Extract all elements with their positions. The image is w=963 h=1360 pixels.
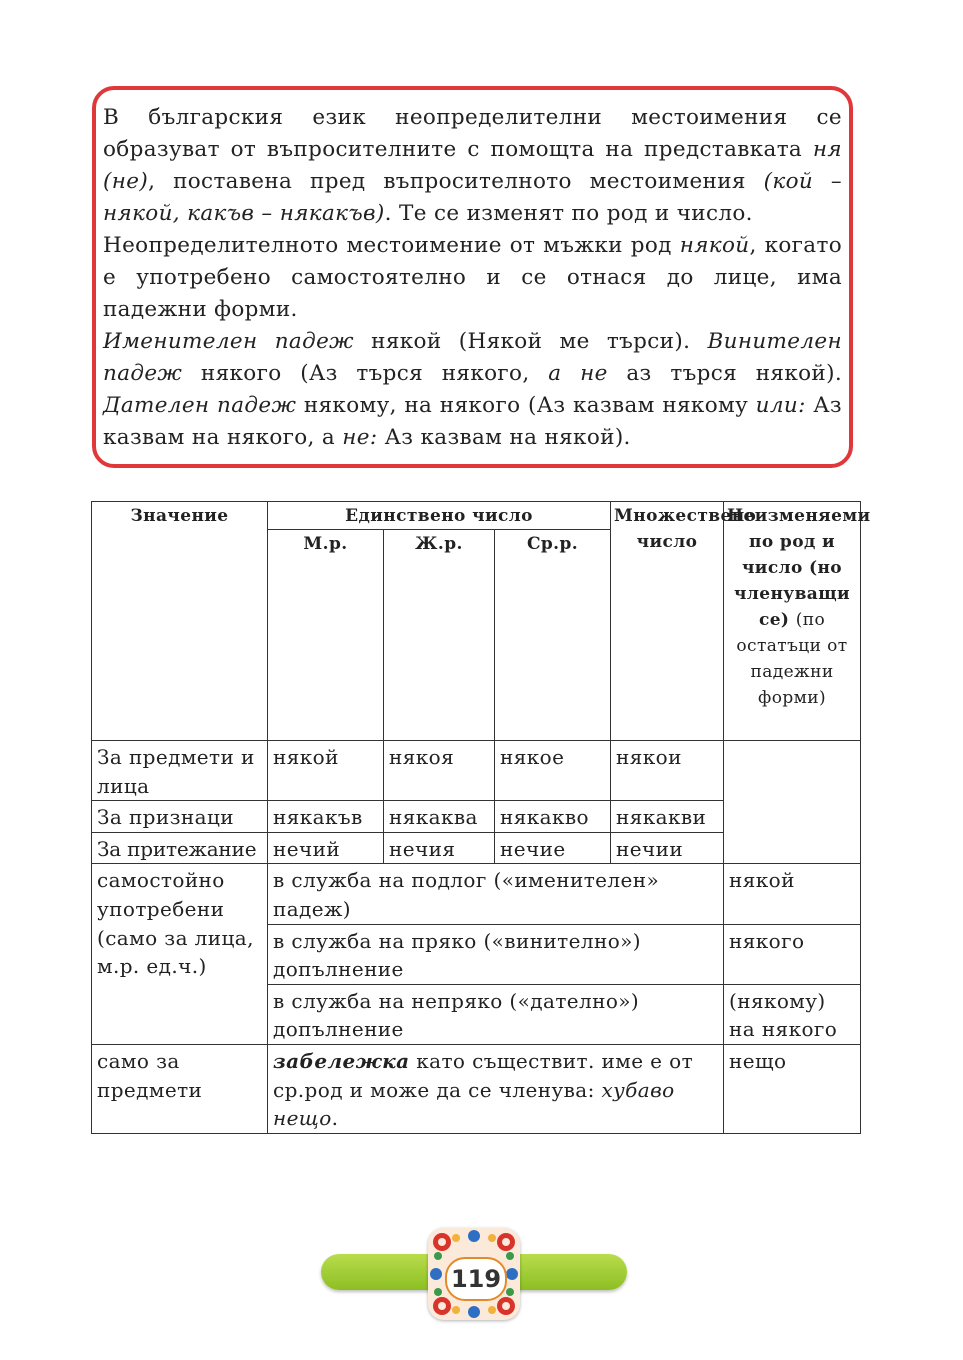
- text-run: Аз казвам на някой).: [377, 425, 631, 450]
- text-run: Неопределителното местоимение от мъжки род: [103, 233, 680, 258]
- header-singular: Единствено число: [268, 502, 611, 530]
- rule-paragraph-3: [103, 326, 842, 454]
- objects-note: [268, 1044, 724, 1133]
- italic-run: Дателен падеж: [103, 393, 297, 418]
- form-plural: някои: [611, 741, 724, 801]
- row-meaning: За признаци: [92, 801, 268, 833]
- form-plural: нечии: [611, 832, 724, 864]
- italic-run: ня (не): [103, 137, 842, 194]
- italic-run: (кой – някой, какъв – някакъв): [103, 169, 843, 226]
- italic-run: или:: [755, 393, 806, 418]
- form-subject: някой: [724, 864, 861, 924]
- standalone-meaning: самостойно употребени (само за лица, м.р. ед.ч.): [92, 864, 268, 1045]
- header-invariant: [724, 502, 871, 741]
- header-invariant-main: Неизменяеми по род и число (но членуващи се): [727, 506, 871, 630]
- header-neuter: Ср.р.: [495, 530, 611, 741]
- text-run: , поставена пред въпросителното местоимения: [148, 169, 764, 194]
- role-subject: в служба на подлог («именителен» падеж): [268, 864, 724, 924]
- italic-run: Винителен падеж: [103, 329, 842, 386]
- row-meaning: За предмети и лица: [92, 741, 268, 801]
- form-objects: нещо: [724, 1044, 861, 1133]
- form-feminine: някоя: [384, 741, 495, 801]
- text-run: Аз казвам на някого, а: [103, 393, 842, 450]
- rule-box: [92, 86, 853, 468]
- rule-paragraph-2: [103, 230, 842, 326]
- table-row: [92, 864, 861, 924]
- form-indirect-object: (някому) на някого: [724, 984, 861, 1044]
- note-label: забележка: [273, 1048, 410, 1073]
- text-run: В българския език неопределителни местоимения се образуват от въпросителните с помощта на представката: [103, 105, 842, 162]
- italic-run: Именителен падеж: [103, 329, 354, 354]
- form-masculine: нечий: [268, 832, 384, 864]
- italic-run: не:: [342, 425, 378, 450]
- header-masculine: М.р.: [268, 530, 384, 741]
- form-feminine: нечия: [384, 832, 495, 864]
- form-direct-object: някого: [724, 924, 861, 984]
- header-plural: Множествено число: [611, 502, 724, 741]
- form-neuter: нечие: [495, 832, 611, 864]
- form-plural: някакви: [611, 801, 724, 833]
- header-invariant-note: (по остатъци от падежни форми): [736, 610, 848, 708]
- form-feminine: някаква: [384, 801, 495, 833]
- text-run: някой (Някой ме търси).: [353, 329, 708, 354]
- form-neuter: някое: [495, 741, 611, 801]
- invariant-blank-cell: [724, 741, 861, 864]
- rule-paragraph-1: [103, 102, 842, 230]
- note-example: хубаво нещо: [273, 1077, 675, 1131]
- objects-meaning: само за предмети: [92, 1044, 268, 1133]
- page-number: 119: [445, 1257, 507, 1301]
- header-feminine: Ж.р.: [384, 530, 495, 741]
- italic-run: някой: [679, 233, 750, 258]
- header-meaning: Значение: [92, 502, 268, 741]
- text-run: аз търся някой).: [607, 361, 842, 386]
- indefinite-pronouns-table: [91, 501, 871, 1134]
- text-run: някого (Аз търся някого,: [182, 361, 549, 386]
- text-run: , когато е употребено самостоятелно и се отнася до лице, има падежни форми.: [103, 233, 842, 322]
- form-masculine: някакъв: [268, 801, 384, 833]
- italic-run: а не: [548, 361, 608, 386]
- table-row: [92, 741, 861, 801]
- note-text: като съществит. име е от ср.род и може да се членува:: [273, 1048, 694, 1102]
- text-run: някому, на някого (Аз казвам някому: [296, 393, 756, 418]
- note-end: .: [331, 1106, 339, 1131]
- role-direct-object: в служба на пряко («винително») допълнение: [268, 924, 724, 984]
- text-run: . Те се изменят по род и число.: [384, 201, 753, 226]
- table-row: [92, 1044, 861, 1133]
- form-neuter: някакво: [495, 801, 611, 833]
- role-indirect-object: в служба на непряко («дателно») допълнение: [268, 984, 724, 1044]
- row-meaning: За притежание: [92, 832, 268, 864]
- form-masculine: някой: [268, 741, 384, 801]
